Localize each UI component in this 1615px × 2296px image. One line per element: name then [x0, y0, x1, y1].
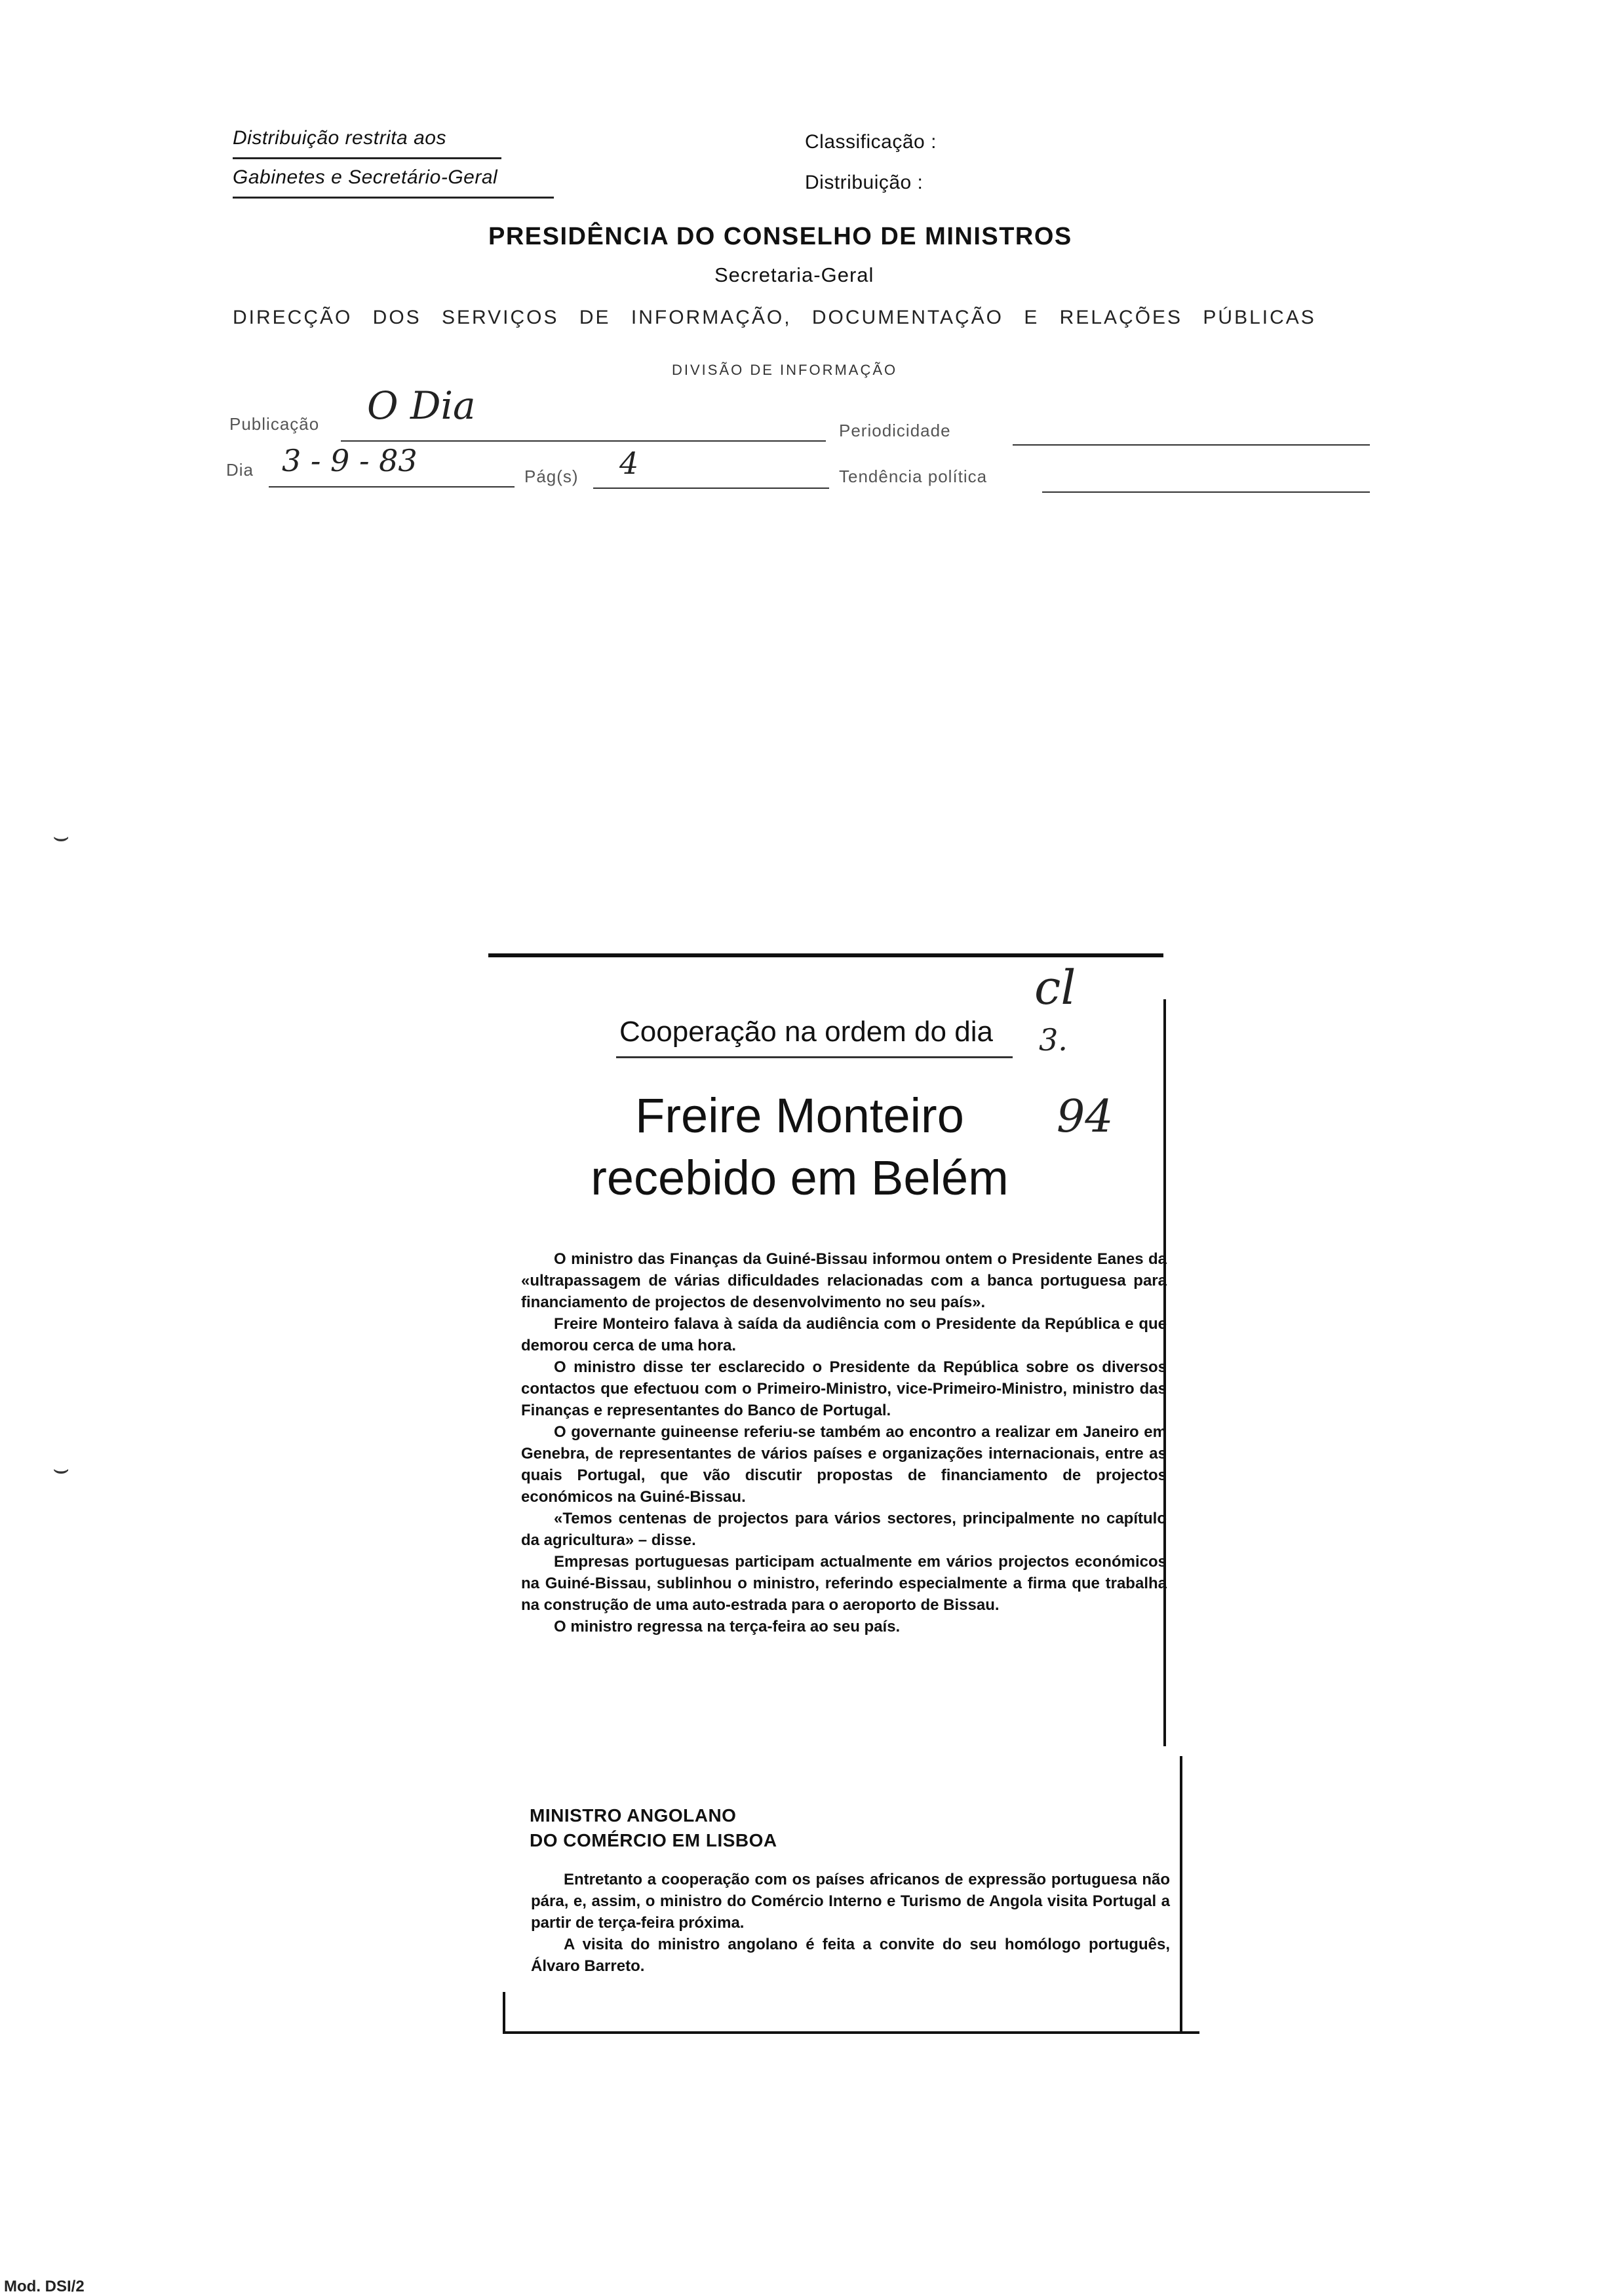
day-label: Dia: [226, 460, 254, 480]
article-kicker: Cooperação na ordem do dia: [619, 1016, 993, 1048]
handwritten-note-cl: cl: [1034, 960, 1076, 1015]
paragraph: «Temos centenas de projectos para vários sectores, principalmente no capítulo da agricultura» – disse.: [521, 1510, 1167, 1549]
page-title: PRESIDÊNCIA DO CONSELHO DE MINISTROS: [488, 223, 1072, 250]
publication-value: O Dia: [367, 383, 476, 428]
directorate-line: DIRECÇÃO DOS SERVIÇOS DE INFORMAÇÃO, DOCUMENTAÇÃO E RELAÇÕES PÚBLICAS: [233, 307, 1316, 328]
headline-line1: Freire Monteiro: [635, 1088, 964, 1143]
division-line: DIVISÃO DE INFORMAÇÃO: [672, 362, 898, 378]
scan-mark: ⌣: [52, 822, 70, 851]
pages-label: Pág(s): [524, 467, 579, 486]
headline-line2: recebido em Belém: [591, 1151, 1009, 1205]
subhead-line1: MINISTRO ANGOLANO: [530, 1805, 737, 1826]
paragraph: O ministro disse ter esclarecido o Presidente da República sobre os diversos contactos que efectuou com o Primeiro-Ministro, vice-Primeiro-Ministro, ministro das Finanças e representantes do Banco de Portugal.: [521, 1358, 1167, 1419]
periodicity-label: Periodicidade: [839, 421, 951, 440]
paragraph: Entretanto a cooperação com os países africanos de expressão portuguesa não pára, e, assim, o ministro do Comércio Interno e Turismo de Angola visita Portugal a partir de terça-feira próxima.: [531, 1871, 1170, 1932]
tendency-label: Tendência política: [839, 467, 988, 486]
paragraph: Freire Monteiro falava à saída da audiência com o Presidente da República e que demorou cerca de uma hora.: [521, 1315, 1167, 1354]
distribution-label: Distribuição :: [805, 172, 924, 193]
restricted-distribution-line1: Distribuição restrita aos: [233, 127, 446, 149]
subhead-line2: DO COMÉRCIO EM LISBOA: [530, 1830, 777, 1850]
tendency-field-line: [1042, 491, 1370, 493]
classification-label: Classificação :: [805, 131, 937, 153]
pages-field-line: [593, 488, 829, 489]
paragraph: A visita do ministro angolano é feita a convite do seu homólogo português, Álvaro Barreto.: [531, 1936, 1170, 1975]
day-value: 3 - 9 - 83: [282, 443, 418, 478]
paragraph: O ministro das Finanças da Guiné-Bissau informou ontem o Presidente Eanes da «ultrapassagem de várias dificuldades relacionadas com a banca portuguesa para financiamento de projectos de desenvolvimento no seu país».: [521, 1250, 1167, 1311]
pages-value: 4: [619, 446, 639, 481]
underline-2: [233, 197, 554, 199]
day-field-line: [269, 486, 515, 488]
clipping-right-border-lower: [1180, 1756, 1182, 2034]
publication-field-line: [341, 440, 826, 442]
article-body-2: [531, 1869, 1170, 1977]
paragraph: Empresas portuguesas participam actualmente em vários projectos económicos na Guiné-Bissau, sublinhou o ministro, referindo especialmente a firma que trabalha na construção de uma auto-estrada para o aeroporto de Bissau.: [521, 1553, 1167, 1614]
publication-label: Publicação: [229, 414, 320, 434]
restricted-distribution-line2: Gabinetes e Secretário-Geral: [233, 166, 498, 188]
article-body: [521, 1248, 1167, 1637]
underline-1: [233, 157, 501, 159]
clipping-top-bar: [488, 953, 1163, 957]
form-code: Mod. DSI/2: [4, 2278, 85, 2295]
paragraph: O governante guineense referiu-se também ao encontro a realizar em Janeiro em Genebra, de representantes de vários países e organizações internacionais, entre as quais Portugal, que vão discutir propostas de financiamento de projectos económicos na Guiné-Bissau.: [521, 1423, 1167, 1506]
handwritten-note-94: 94: [1057, 1091, 1114, 1143]
clipping-left-border: [503, 1992, 505, 2034]
page-subtitle: Secretaria-Geral: [714, 263, 874, 286]
paragraph: O ministro regressa na terça-feira ao seu país.: [554, 1618, 901, 1636]
kicker-underline: [616, 1056, 1013, 1058]
scan-mark: ⌣: [52, 1455, 70, 1483]
periodicity-field-line: [1013, 444, 1370, 446]
clipping-bottom-border: [505, 2031, 1199, 2034]
handwritten-note-3: 3.: [1039, 1022, 1068, 1058]
